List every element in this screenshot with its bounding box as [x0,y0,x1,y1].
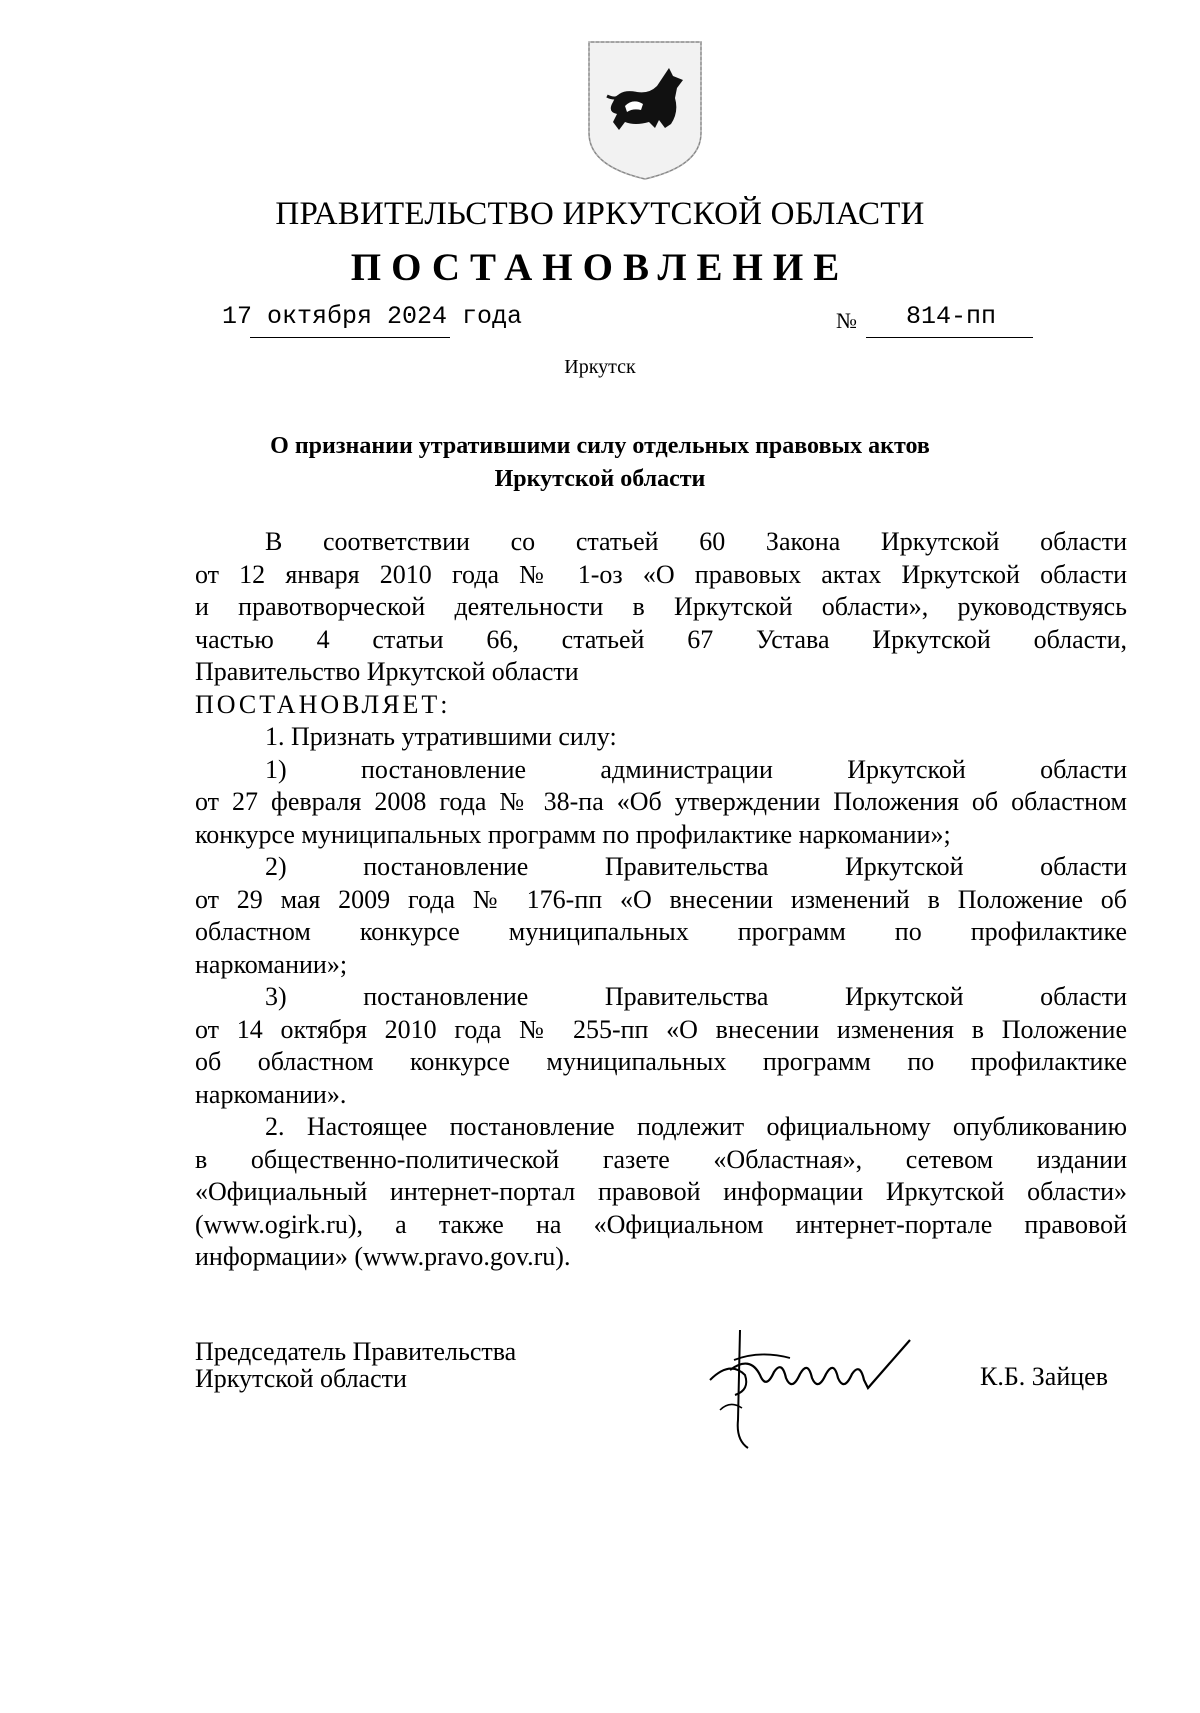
document-title [0,430,1200,496]
preamble-line: от 12 января 2010 года № 1-оз «О правовых актах Иркутской области [195,559,1127,589]
title-line-2: Иркутской области [494,466,706,492]
subitem-2-line: наркомании»; [195,949,348,979]
item-2-line: (www.ogirk.ru), а также на «Официальном интернет-портале правовой [195,1209,1127,1239]
subitem-2-line: от 29 мая 2009 года № 176-пп «О внесении изменений в Положение об [195,884,1127,914]
preamble-line: и правотворческой деятельности в Иркутской области», руководствуясь [195,592,1127,621]
subitem-1-line: конкурсе муниципальных программ по профилактике наркомании»; [195,819,951,849]
document-number: 814-пп [906,302,997,331]
subitem-3-line: об областном конкурсе муниципальных программ по профилактике [195,1047,1127,1076]
preamble-line: В соответствии со статьей 60 Закона Иркутской области [265,527,1127,556]
subitem-2-line: областном конкурсе муниципальных программ по профилактике [195,917,1127,946]
date-underline [250,337,450,338]
item-2-line: информации» (www.pravo.gov.ru). [195,1242,571,1271]
signatory-position [195,1338,516,1392]
subitem-3-line: 3) постановление Правительства Иркутской области [265,982,1127,1011]
government-name: ПРАВИТЕЛЬСТВО ИРКУТСКОЙ ОБЛАСТИ [275,196,925,232]
item-1: 1. Признать утратившими силу: [265,722,617,751]
resolves-word: ПОСТАНОВЛЯЕТ: [195,689,451,719]
subitem-1-line: 1) постановление администрации Иркутской области [265,754,1127,784]
position-line-1: Председатель Правительства [195,1337,517,1366]
subitem-3-line: от 14 октября 2010 года № 255-пп «О внесении изменения в Положение [195,1014,1127,1044]
item-2-line: «Официальный интернет-портал правовой информации Иркутской области» [195,1177,1127,1206]
subitem-2-line: 2) постановление Правительства Иркутской области [265,852,1127,881]
signatory-name: К.Б. Зайцев [980,1362,1108,1391]
number-sign: № [836,308,857,333]
subitem-1-line: от 27 февраля 2008 года № 38-па «Об утверждении Положения об областном [195,787,1127,816]
document-type: ПОСТАНОВЛЕНИЕ [350,246,850,289]
preamble-line: Правительство Иркутской области [195,657,579,686]
city: Иркутск [564,356,636,378]
document-date: 17 октября 2024 года [222,302,523,331]
number-underline [866,337,1033,338]
position-line-2: Иркутской области [195,1364,407,1393]
item-2-line: в общественно-политической газете «Областная», сетевом издании [195,1144,1127,1174]
preamble-line: частью 4 статьи 66, статьей 67 Устава Иркутской области, [195,624,1127,654]
item-2-line: 2. Настоящее постановление подлежит официальному опубликованию [265,1112,1127,1141]
title-line-1: О признании утратившими силу отдельных правовых актов [270,433,930,459]
handwritten-signature [690,1300,950,1455]
subitem-3-line: наркомании». [195,1079,347,1109]
document-body [195,526,1127,1274]
coat-of-arms-emblem [585,38,705,183]
